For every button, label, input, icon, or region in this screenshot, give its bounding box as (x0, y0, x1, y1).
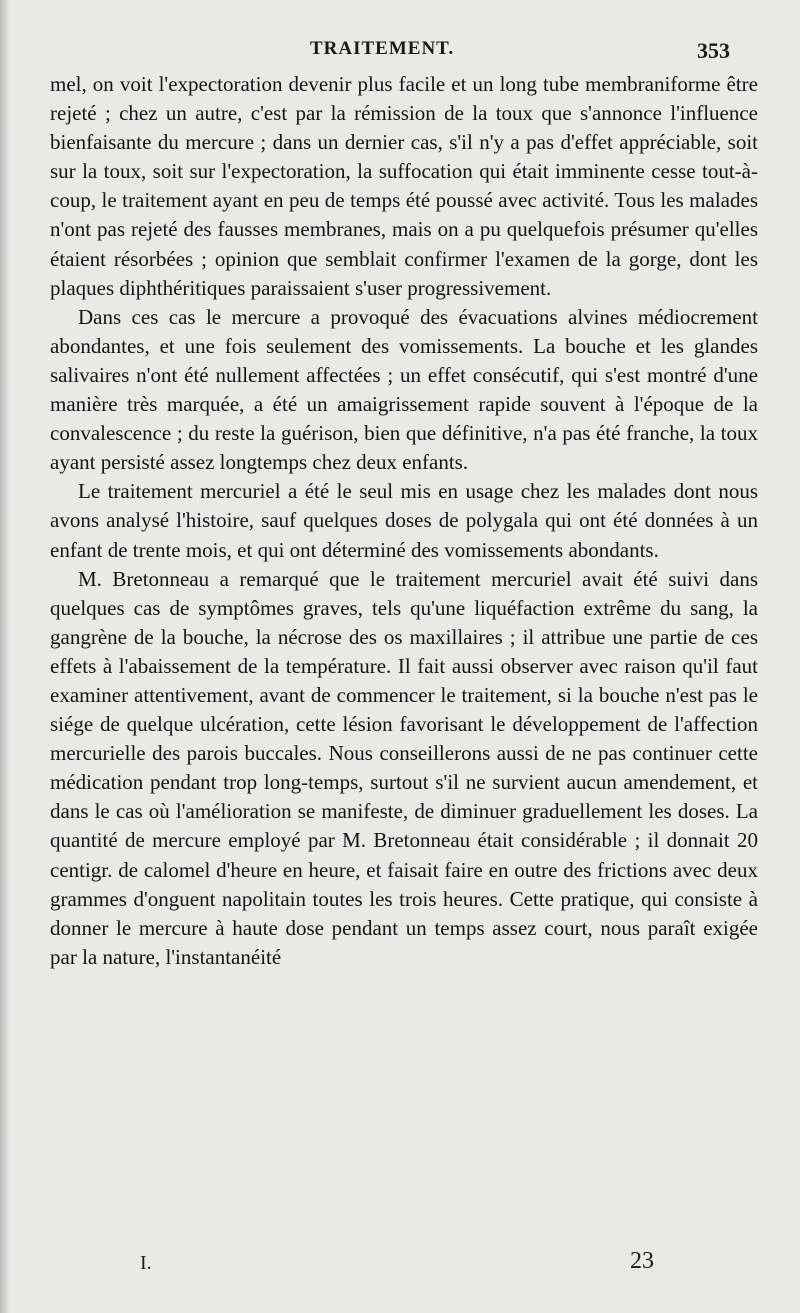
page-footer (0, 1248, 800, 1278)
running-header (0, 38, 800, 68)
paragraph: mel, on voit l'expectoration devenir plus facile et un long tube membraniforme être rejeté ; chez un autre, c'est par la rémission de la toux que s'annonce l'influence bienfaisante du mercure ; dans un dernier cas, s'il n'y a pas d'effet appréciable, soit sur la toux, soit sur l'expectoration, la suffocation qui était imminente cesse tout-à-coup, le traitement ayant en peu de temps été poussé avec activité. Tous les malades n'ont pas rejeté des fausses membranes, mais on a pu quelquefois présumer qu'elles étaient résorbées ; opinion que semblait confirmer l'examen de la gorge, dont les plaques diphthéritiques paraissaient s'user progressivement. (50, 72, 758, 300)
paragraph: Dans ces cas le mercure a provoqué des évacuations alvines médiocrement abondantes, et une fois seulement des vomissements. La bouche et les glandes salivaires n'ont été nullement affectées ; un effet consécutif, qui s'est montré d'une manière très marquée, a été un amaigrissement rapide souvent à l'époque de la convalescence ; du reste la guérison, bien que définitive, n'a pas été franche, la toux ayant persisté assez longtemps chez deux enfants. (50, 304, 758, 475)
sheet-number: 23 (630, 1248, 654, 1274)
paragraph: M. Bretonneau a remarqué que le traitement mercuriel avait été suivi dans quelques cas de symptômes graves, tels qu'une liquéfaction extrême du sang, la gangrène de la bouche, la nécrose des os maxillaires ; il attribue une partie de ces effets à l'abaissement de la température. Il fait aussi observer avec raison qu'il faut examiner attentivement, avant de commencer le traitement, si la bouche n'est pas le siége de quelque ulcération, cette lésion favorisant le développement de l'affection mercurielle des parois buccales. Nous conseillerons aussi de ne pas continuer cette médication pendant trop long-temps, surtout s'il ne survient aucun amendement, et dans le cas où l'amélioration se manifeste, de diminuer graduellement les doses. La quantité de mercure employé par M. Bretonneau était considérable ; il donnait 20 centigr. de calomel d'heure en heure, et faisait faire en outre des frictions avec deux grammes d'onguent napolitain toutes les trois heures. Cette pratique, qui consiste à donner le mercure à haute dose pendant un temps assez court, nous paraît exigée par la nature, l'instantanéité (50, 566, 758, 969)
paragraph: Le traitement mercuriel a été le seul mis en usage chez les malades dont nous avons analysé l'histoire, sauf quelques doses de polygala qui ont été données à un enfant de trente mois, et qui ont déterminé des vomissements abondants. (50, 479, 758, 562)
signature-mark: I. (140, 1252, 152, 1274)
page-number: 353 (697, 38, 730, 63)
running-title: TRAITEMENT. (310, 38, 455, 59)
body-text (50, 70, 758, 972)
page-edge-shadow (0, 0, 10, 1313)
